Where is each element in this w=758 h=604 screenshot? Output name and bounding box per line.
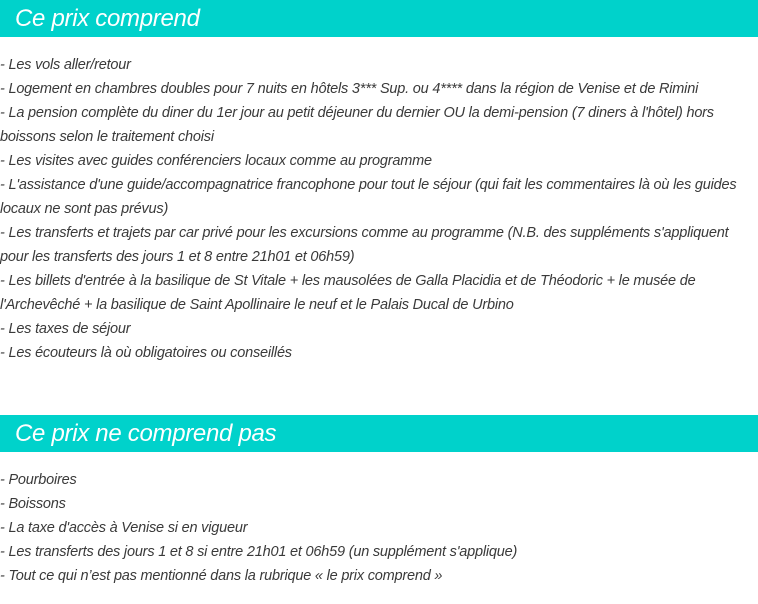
list-item: - Logement en chambres doubles pour 7 nuits en hôtels 3*** Sup. ou 4**** dans la région de Venise et de Rimini xyxy=(0,81,699,97)
list-item: - La taxe d'accès à Venise si en vigueur xyxy=(0,520,248,536)
list-item: - Boissons xyxy=(0,496,66,512)
list-item: - La pension complète du diner du 1er jour au petit déjeuner du dernier OU la demi-pension (7 diners à l'hôtel) hors boissons selon le traitement choisi xyxy=(0,105,714,145)
section-header-excludes: Ce prix ne comprend pas xyxy=(0,415,758,452)
list-item: - Les vols aller/retour xyxy=(0,57,131,73)
excludes-list xyxy=(0,468,758,588)
list-item: - Tout ce qui n’est pas mentionné dans la rubrique « le prix comprend » xyxy=(0,568,443,584)
list-item: - Pourboires xyxy=(0,472,77,488)
list-item: - Les transferts et trajets par car privé pour les excursions comme au programme (N.B. des suppléments s'appliquent pour les transferts des jours 1 et 8 entre 21h01 et 06h59) xyxy=(0,225,729,265)
list-item: - Les taxes de séjour xyxy=(0,321,131,337)
list-item: - Les transferts des jours 1 et 8 si entre 21h01 et 06h59 (un supplément s'applique) xyxy=(0,544,518,560)
list-item: - Les billets d'entrée à la basilique de St Vitale + les mausolées de Galla Placidia et de Théodoric + le musée de l'Archevêché + la basilique de Saint Apollinaire le neuf et le Palais Ducal de Urbino xyxy=(0,273,696,313)
includes-list xyxy=(0,53,758,365)
list-item: - Les écouteurs là où obligatoires ou conseillés xyxy=(0,345,292,361)
list-item: - Les visites avec guides conférenciers locaux comme au programme xyxy=(0,153,432,169)
list-item: - L'assistance d'une guide/accompagnatrice francophone pour tout le séjour (qui fait les commentaires là où les guides locaux ne sont pas prévus) xyxy=(0,177,737,217)
section-header-includes: Ce prix comprend xyxy=(0,0,758,37)
